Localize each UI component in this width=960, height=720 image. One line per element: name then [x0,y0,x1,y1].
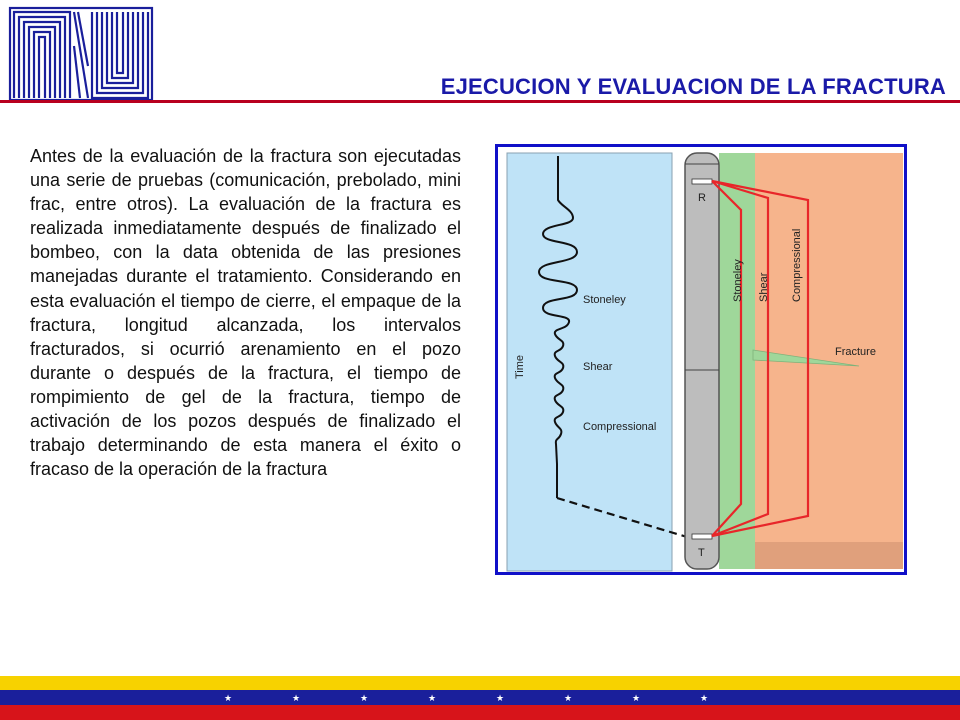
star-icon: ★ [291,694,301,704]
flag-stripe-red [0,705,960,720]
star-icon: ★ [359,694,369,704]
flag-stripe-yellow [0,676,960,690]
receiver-label: R [698,192,706,204]
transmitter-marker [692,534,712,539]
star-icon: ★ [699,694,709,704]
waveform-label-stoneley: Stoneley [583,294,626,306]
time-axis-label: Time [514,354,526,379]
waveform-label-compressional: Compressional [583,421,657,433]
borehole-mud [719,153,755,569]
flag-stripe-blue [0,690,960,705]
title-divider [0,100,960,103]
star-icon: ★ [631,694,641,704]
label-shear: Shear [758,272,770,302]
label-compressional: Compressional [791,228,803,302]
logging-tool [685,153,719,569]
waveform-label-shear: Shear [583,361,613,373]
sonic-log-diagram [495,144,907,575]
body-paragraph: Antes de la evaluación de la fractura son ejecutadas una serie de pruebas (comunicación, prebolado, mini frac, entre otros). La evaluación de la fractura es realizada inmediatamente después de finalizado el bombeo, con la data obtenida de las presiones manejadas durante el tratamiento. Considerando en esta evaluación el tiempo de cierre, el empaque de la fractura, longitud alcanzada, los intervalos fracturados, si ocurrió arenamiento en el pozo durante o después de la fractura, el tiempo de rompimiento de gel de la fractura, tiempo de activación de los pozos después de finalizado el trabajo determinando de esta manera el éxito o fracaso de la operación de la fractura [30,146,461,480]
star-icon: ★ [563,694,573,704]
receiver-marker [692,179,712,184]
transmitter-label: T [698,547,705,559]
slide-title: EJECUCION Y EVALUACION DE LA FRACTURA [440,74,946,99]
star-icon: ★ [427,694,437,704]
star-icon: ★ [223,694,233,704]
venezuela-flag-footer [0,676,960,720]
star-icon: ★ [495,694,505,704]
label-stoneley: Stoneley [732,259,744,302]
striped-geometric-logo [8,6,154,102]
formation-lower-band [753,542,903,569]
label-fracture: Fracture [835,346,876,358]
